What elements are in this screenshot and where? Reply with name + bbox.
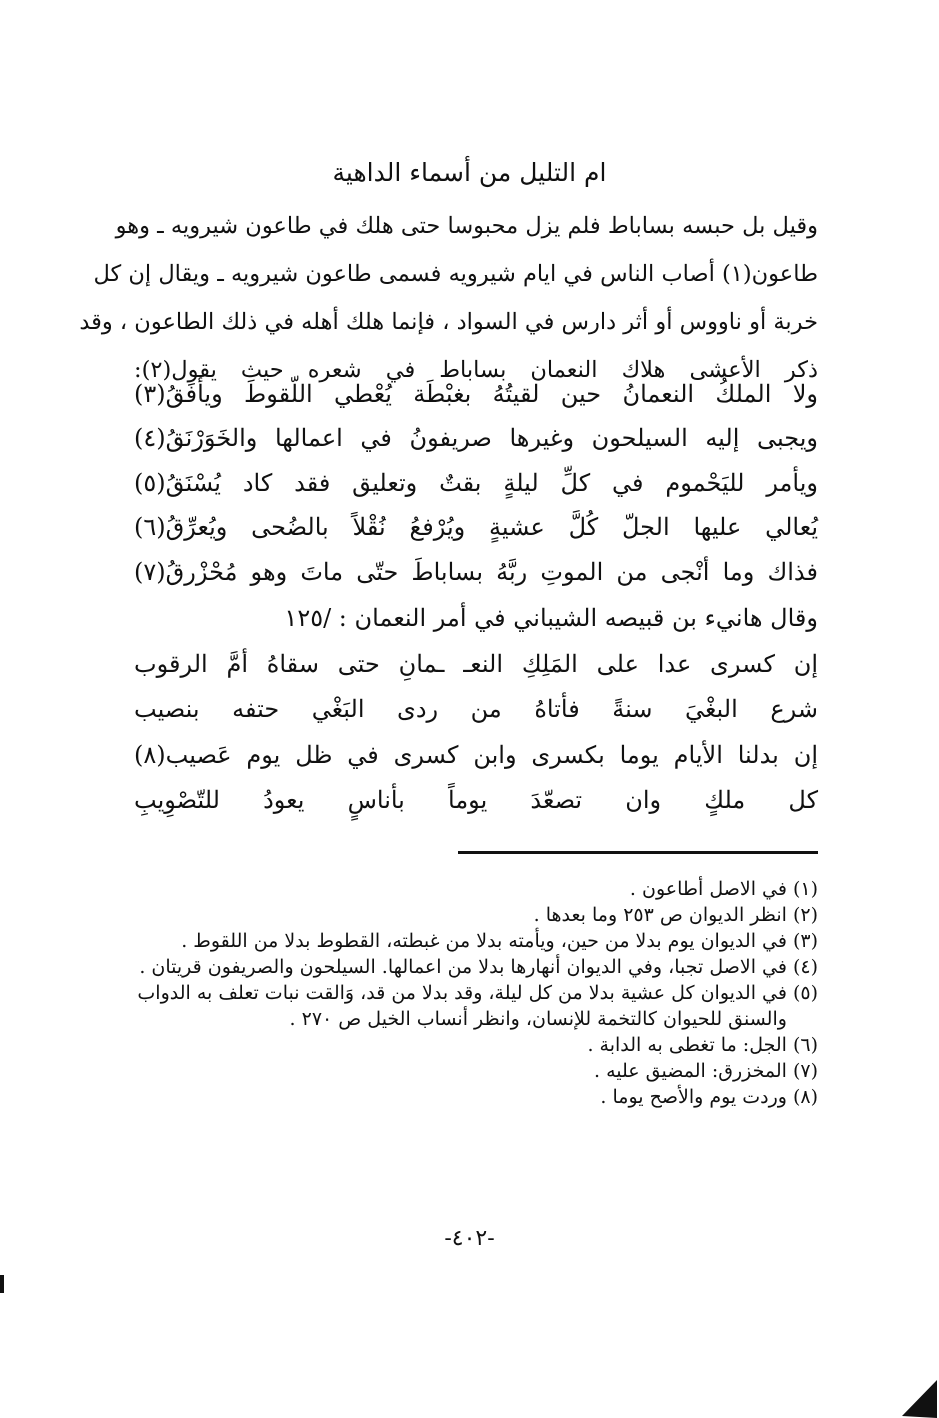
footnote-number: (٢) (792, 904, 818, 926)
footnote (120, 980, 818, 1032)
footnote-text: المخزرق: المضيق عليه . (594, 1060, 787, 1082)
footnote-number: (٥) (792, 982, 818, 1004)
footnote (120, 1032, 818, 1058)
prose-line: طاعون(١) أصاب الناس في ايام شيرويه فسمى طاعون شيرويه ـ ويقال إن كل (93, 261, 818, 287)
footnote (120, 954, 818, 980)
poem-intro: وقال هانيء بن قبيصه الشيباني في أمر النعمان : /١٢٥ (284, 604, 818, 632)
poem-verse: يُعالي عليها الجلّ كُلَّ عشيةٍ ويُرْفعُ نُقْلاً بالضُحى ويُعرِّقُ(٦) (134, 513, 818, 542)
footnote-number: (٤) (792, 956, 818, 978)
footnote (120, 928, 818, 954)
scan-artifact-dot (0, 1275, 4, 1293)
footnote-text: انظر الديوان ص ٢٥٣ وما بعدها . (533, 904, 787, 926)
scan-artifact-corner (900, 1372, 939, 1418)
prose-line: خربة أو ناووس أو أثر دارس في السواد ، فإنما هلك أهله في ذلك الطاعون ، وقد (79, 309, 818, 335)
running-header: ام التليل من أسماء الداهية (332, 158, 607, 187)
footnote (120, 1058, 818, 1084)
footnote-number: (٨) (792, 1086, 818, 1108)
prose-line: وقيل بل حبسه بساباط فلم يزل محبوسا حتى هلك في طاعون شيرويه ـ وهو (115, 213, 818, 239)
prose-paragraph (79, 202, 818, 394)
poem-verse: ويجبى إليه السيلحون وغيرها صريفونُ في اعمالها والخَوَرْنَقُ(٤) (134, 424, 818, 453)
footnote-number: (٦) (792, 1034, 818, 1056)
poem-verse: إن بدلنا الأيام يوما بكسرى وابن كسرى في ظل يوم عَصيب(٨) (134, 740, 818, 769)
footnote-text: في الاصل تجبا، وفي الديوان أنهارها بدلا من اعمالها. السيلحون والصريفون قريتان . (139, 956, 787, 978)
footnote-separator (458, 851, 818, 854)
poem-verse: إن كسرى عدا على المَلِكِ النعـ ـمانِ حتى سقاهُ أمَّ الرقوب (134, 650, 818, 678)
poem-hani (134, 642, 818, 823)
footnote-number: (٣) (792, 930, 818, 952)
footnote-text: الجل: ما تغطى به الدابة . (587, 1034, 787, 1056)
footnote-number: (٧) (792, 1060, 818, 1082)
footnote-text: في الاصل أطاعون . (629, 878, 787, 900)
poem-verse: شرع البغْيَ سنةً فأتاهُ من ردى البَغْي حتفه بنصيب (134, 695, 818, 724)
poem-verse: ولا الملكُ النعمانُ حين لقيتُهُ بغبْطَة يُعْطي اللّقوطَ ويأفَقُ(٣) (134, 380, 818, 408)
poem-verse: كل ملكٍ وان تصعّدَ يوماً بأناسٍ يعودُ للتّصْوِيبِ (134, 785, 818, 814)
poem-verse: فذاك وما أنْجى من الموتِ ربَّهُ بساباطَ حتّى ماتَ وهو مُحْزْرقُ(٧) (134, 557, 818, 586)
footnote (120, 876, 818, 902)
footnote-number: (١) (792, 878, 818, 900)
prose-line: ذكر الأعشى هلاك النعمان بساباط في شعره حيث يقول(٢): (134, 357, 818, 383)
poem-alasha (134, 372, 818, 594)
poem-verse: ويأمر لليَحْموم في كلِّ ليلةٍ بقتٌ وتعليق فقد كاد يُسْنَقُ(٥) (134, 468, 818, 497)
footnote-text: في الديوان يوم بدلا من حين، ويأمته بدلا من غبطته، القطوط بدلا من اللقوط . (181, 930, 787, 952)
footnotes (120, 876, 818, 1110)
footnote (120, 1084, 818, 1110)
footnote (120, 902, 818, 928)
footnote-text: في الديوان كل عشية بدلا من كل ليلة، وقد بدلا من قد، وَالقت نبات تعلف به الدواب والسنق للحيوان كالتخمة للإنسان، وانظر أنساب الخيل ص ٢٧٠ . (137, 982, 787, 1030)
footnote-text: وردت يوم والأصح يوما . (600, 1086, 787, 1108)
page-number: -٤٠٢- (444, 1226, 495, 1251)
